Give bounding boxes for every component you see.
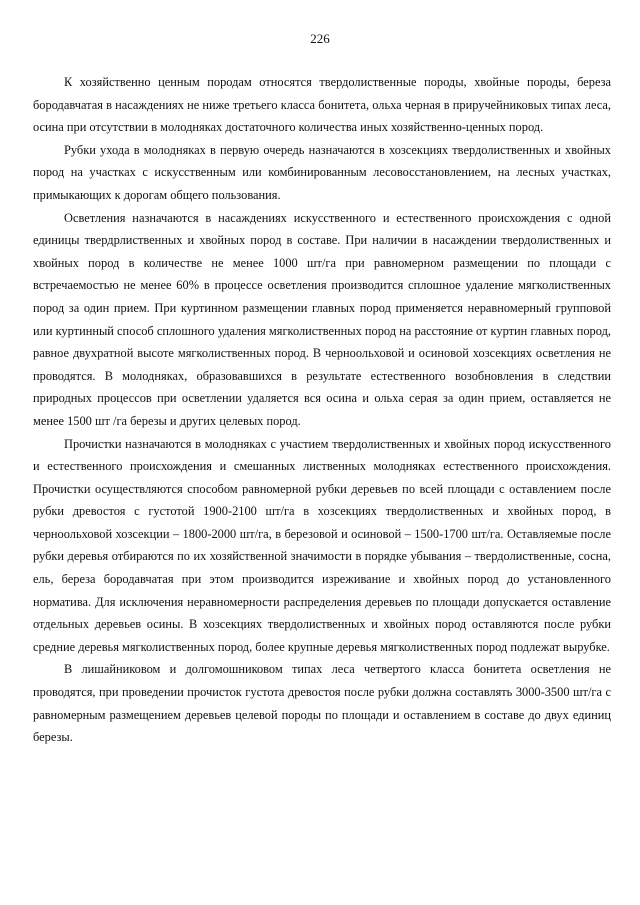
paragraph-lichen-forest-types: В лишайниковом и долгомошниковом типах леса четвертого класса бонитета осветления не проводятся, при проведении прочисток густота древостоя после рубки должна составлять 3000-3500 шт/га с равномерным размещением деревьев целевой породы по площади и оставлением в составе до двух единиц березы. — [33, 662, 611, 745]
paragraph-young-stand-thinning: Рубки ухода в молодняках в первую очередь назначаются в хозсекциях твердолиственных и хвойных пород на участках с искусственным или комбинированным лесовосстановлением, на лесных участках, примыкающих к дорогам общего пользования. — [33, 142, 611, 202]
text-body — [33, 71, 611, 749]
page-number: 226 — [310, 31, 330, 46]
paragraph-release-cutting: Осветления назначаются в насаждениях искусственного и естественного происхождения с одной единицы твердрлиственных и хвойных пород в составе. При наличии в насаждении твердолиственных и хвойных пород в количестве не менее 1000 шт/га при равномерном размещении по площади с встречаемостью не менее 60% в процессе осветления производится сплошное удаление мягколиственных пород за один прием. При куртинном размещении главных пород применяется неравномерный групповой или куртинный способ сплошного удаления мягколиственных пород на расстояние от куртин главных пород, равное двухратной высоте мягколиственных пород. В черноольховой и осиновой хозсекциях осветления не проводятся. В молодняках, образовавшихся в результате естественного возобновления в следствии природных процессов при осветлении удаляется вся осина и ольха серая за один прием, оставляется не менее 1500 шт /га березы и других целевых пород. — [33, 210, 611, 428]
paragraph-cleaning-cutting: Прочистки назначаются в молодняках с участием твердолиственных и хвойных пород искусственного и естественного происхождения и смешанных лиственных молодняках естественного происхождения. Прочистки осуществляются способом равномерной рубки деревьев по всей площади с оставлением после рубки древостоя с густотой 1900-2100 шт/га в хозсекциях твердолиственных и хвойных пород, в черноольховой хозсекции – 1800-2000 шт/га, в березовой и осиновой – 1500-1700 шт/га. Оставляемые после рубки деревья отбираются по их хозяйственной значимости в порядке убывания – твердолиственные, сосна, ель, береза бородавчатая при этом производится изреживание и хвойных пород до установленного норматива. Для исключения неравномерности распределения деревьев по площади допускается оставление отдельных деревьев осины. В хозсекциях твердолиственных и хвойных пород оставляются после рубки средние деревья мягколиственных пород, более крупные деревья мягколиственных пород подлежат вырубке. — [33, 436, 611, 654]
paragraph-valuable-species: К хозяйственно ценным породам относятся твердолиственные породы, хвойные породы, береза бородавчатая в насаждениях не ниже третьего класса бонитета, ольха черная в приручейниковых типах леса, осина при отсутствии в молодняках достаточного количества иных хозяйственно-ценных пород. — [33, 75, 611, 135]
